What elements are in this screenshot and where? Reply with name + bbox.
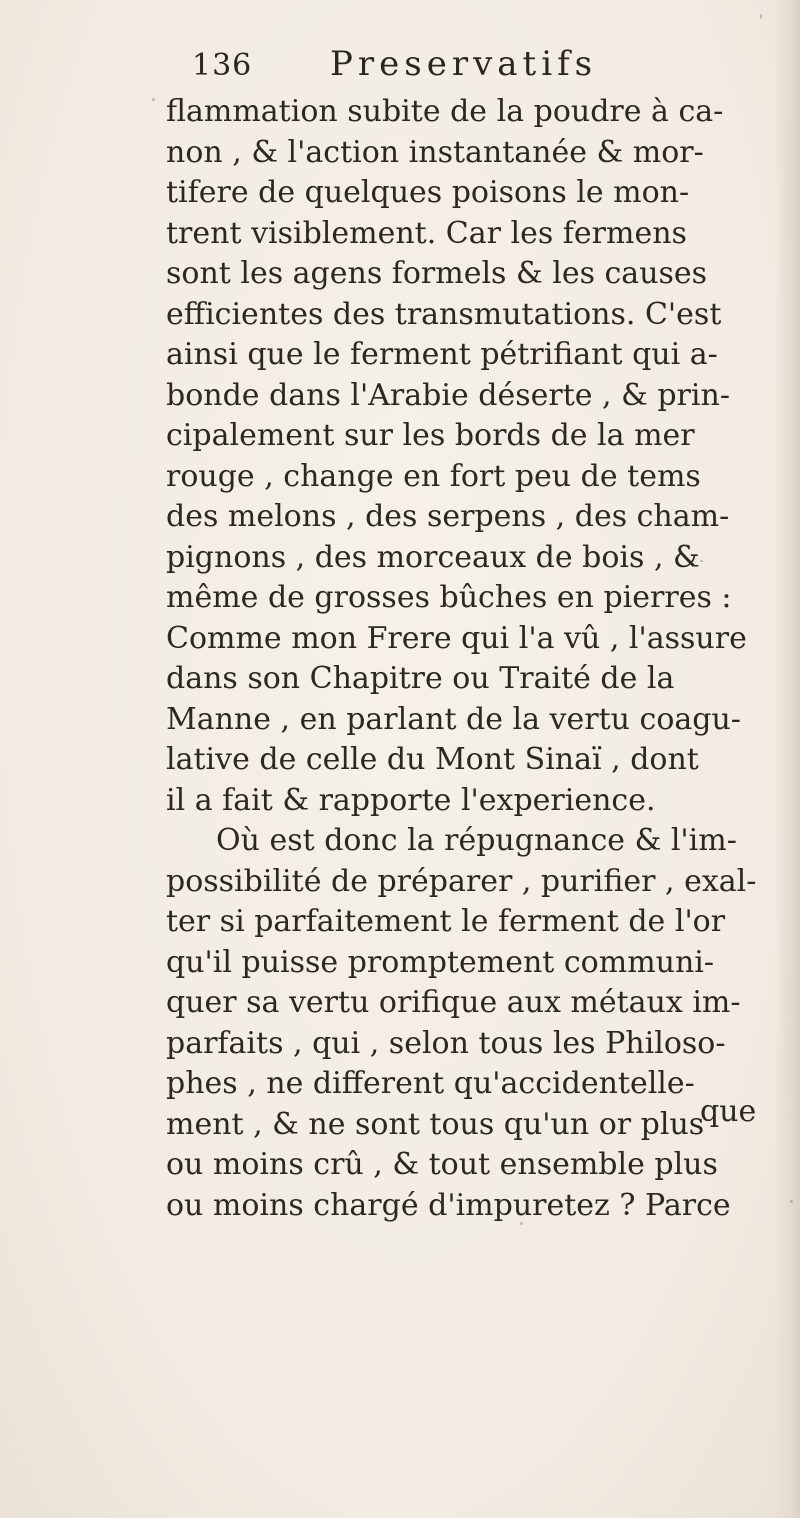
text-line: ou moins crû , & tout ensemble plus [166, 1147, 718, 1182]
text-line: pignons , des morceaux de bois , & [166, 539, 700, 575]
catchword: que [700, 1094, 757, 1129]
text-line: ainsi que le ferment pétrifiant qui a- [166, 337, 718, 372]
text-line: Comme mon Frere qui l'a vû , l'assure [166, 620, 747, 656]
page-header [192, 44, 712, 94]
text-line: ter si parfaitement le ferment de l'or [166, 904, 726, 939]
text-line: dans son Chapitre ou Traité de la [166, 661, 675, 696]
paper-speck [700, 560, 703, 562]
text-line: quer sa vertu orifique aux métaux im- [166, 985, 741, 1020]
text-line: sont les agens formels & les causes [166, 256, 708, 291]
page-number: 136 [192, 48, 253, 83]
running-head: Preservatifs [330, 44, 598, 84]
text-line: tifere de quelques poisons le mon- [166, 175, 690, 210]
paper-speck [760, 14, 762, 19]
text-line: non , & l'action instantanée & mor- [166, 134, 704, 170]
text-line: des melons , des serpens , des cham- [166, 499, 730, 534]
text-line: qu'il puisse promptement communi- [166, 944, 715, 980]
text-line: rouge , change en fort peu de tems [166, 458, 701, 494]
text-line: ment , & ne sont tous qu'un or plus [166, 1106, 705, 1142]
paper-speck [520, 1222, 523, 1225]
text-line: trent visiblement. Car les fermens [166, 215, 687, 251]
paragraph-start-line: Où est donc la répugnance & l'im- [216, 823, 737, 858]
text-line: ou moins chargé d'impuretez ? Parce [166, 1187, 731, 1223]
text-line: bonde dans l'Arabie déserte , & prin- [166, 377, 730, 413]
text-line: même de grosses bûches en pierres : [166, 580, 732, 615]
text-line: flammation subite de la poudre à ca- [166, 94, 724, 129]
paper-speck [790, 1200, 793, 1203]
paper-speck [152, 98, 155, 101]
text-line: possibilité de préparer , purifier , exal- [166, 863, 757, 899]
text-line: efficientes des transmutations. C'est [166, 296, 722, 332]
text-line: phes , ne different qu'accidentelle- [166, 1066, 695, 1101]
text-line: parfaits , qui , selon tous les Philoso- [166, 1025, 726, 1061]
text-line: il a fait & rapporte l'experience. [166, 782, 656, 818]
text-line: lative de celle du Mont Sinaï , dont [166, 742, 699, 777]
text-line: cipalement sur les bords de la mer [166, 418, 695, 453]
text-line: Manne , en parlant de la vertu coagu- [166, 701, 741, 737]
body-text [166, 92, 786, 1226]
